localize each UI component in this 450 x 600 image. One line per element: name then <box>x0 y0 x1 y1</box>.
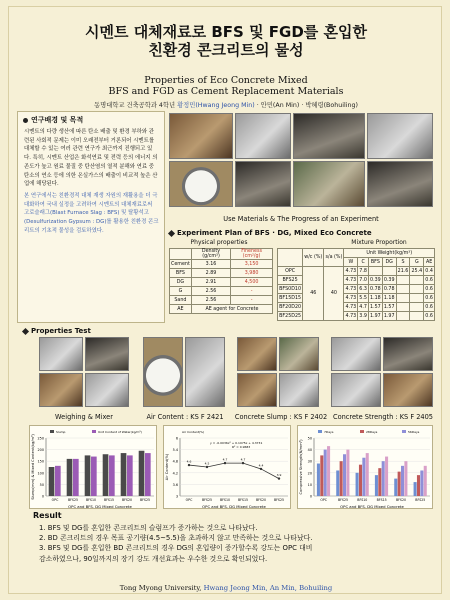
x-tick-label: BFS20 <box>395 498 407 502</box>
test-photo-13 <box>331 373 381 407</box>
data-label: 4.4 <box>258 463 264 468</box>
x-tick-label: BFS25 <box>67 498 79 502</box>
y-tick-label: 100 <box>37 471 44 476</box>
bar <box>67 459 73 496</box>
y-tick-label: 0 <box>309 494 312 499</box>
background-para-1: 시멘트의 다량 생산에 따른 탄소 배출 및 환경 부하와 관련된 사회적 문제는 이미 오래전부터 거론되어 시멘트를 대체할 수 있는 여러 관련 연구가 최근까지 진행되고 있다. 특히, 시멘트 산업은 화석연료 및 전력 등의 에너지 의존도가 높고 원료 물질 중 탄산염의 열적 분해와 연료 중 탄소의 연소 등에 의한 온실가스의 배출이 비교적 높은 산업에 해당된다. <box>24 129 158 188</box>
data-point <box>188 464 190 466</box>
y-tick-label: 6 <box>175 436 178 441</box>
table-cell: BFS <box>170 269 192 278</box>
bar <box>394 479 397 496</box>
materials-caption: Use Materials & The Progress of an Experiment <box>223 215 379 223</box>
table-row <box>278 267 435 276</box>
table-row <box>170 287 273 296</box>
data-label: 4.6 <box>186 459 192 464</box>
y-axis-label: Slump(mm) & Mixed Content(kg/m³) <box>31 434 35 500</box>
bar <box>85 455 91 496</box>
x-tick-label: BFS20 <box>121 498 133 502</box>
mix-subheader-6: AE <box>424 258 435 267</box>
table-cell: 7.0 <box>359 277 367 283</box>
english-title-line2: BFS and FGD as Cement Replacement Materials <box>108 86 344 97</box>
phys-header-1: Density (g/cm³) <box>191 249 230 260</box>
bar <box>127 455 133 496</box>
bar <box>145 453 151 496</box>
x-tick-label: BFS25 <box>415 498 426 502</box>
table-cell: 1.57 <box>370 304 381 310</box>
table-cell <box>410 285 424 294</box>
material-photo-8 <box>367 161 433 207</box>
table-cell: 0.4 <box>425 268 433 274</box>
bar <box>317 464 320 496</box>
korean-title-line2: 친환경 콘크리트의 물성 <box>148 41 304 59</box>
table-cell: BF25D25 <box>279 313 302 319</box>
footer <box>9 584 443 592</box>
table-cell: 0.39 <box>370 277 381 283</box>
bar <box>401 466 404 496</box>
data-point <box>278 477 280 479</box>
test-photo-14 <box>383 373 433 407</box>
table-row <box>278 276 435 285</box>
table-cell: 2.91 <box>191 278 230 287</box>
table-cell <box>410 294 424 303</box>
table-cell: 0.78 <box>383 286 395 292</box>
x-tick-label: BFS10 <box>85 498 97 502</box>
x-tick-label: BFS15 <box>376 498 387 502</box>
legend-swatch <box>92 430 96 433</box>
table-cell: 3.9 <box>359 313 367 319</box>
x-tick-label: BFS10 <box>357 498 368 502</box>
author-sep-2: · <box>299 102 306 109</box>
table-row <box>170 260 273 269</box>
result-item-3: 3. BFS 및 DG를 혼입한 BD 콘크리트의 경우 DG의 혼입량이 증가할수록 강도는 OPC 대비 <box>39 544 313 553</box>
table-cell: 4.73 <box>345 277 357 283</box>
table-cell: 5.5 <box>359 295 367 301</box>
mix-table-title: Mixture Proportion <box>351 239 407 246</box>
result-list <box>39 523 439 564</box>
test-photo-9 <box>237 373 277 407</box>
sa-cell: 40 <box>324 267 344 321</box>
korean-title-line1: 시멘트 대체재료로 BFS 및 FGD를 혼입한 <box>85 23 367 41</box>
x-axis-label: OPC and BFS, DG Mixed Concrete <box>202 504 266 509</box>
table-cell: BFS25 <box>278 276 303 285</box>
table-cell: 3,150 <box>231 260 273 269</box>
test-caption-2: Air Content : KS F 2421 <box>146 413 224 421</box>
bar <box>398 472 401 496</box>
experiment-heading <box>169 229 372 237</box>
korean-title <box>9 23 443 59</box>
material-photo-2 <box>235 113 291 159</box>
bar <box>109 455 115 496</box>
legend-label: Slump <box>56 429 66 434</box>
bar <box>324 450 327 496</box>
table-cell: 0.78 <box>370 286 381 292</box>
bar <box>424 466 427 496</box>
bar <box>336 470 339 496</box>
mix-subheader-3: DG <box>382 258 396 267</box>
table-cell: AE agent for Concrete <box>191 305 272 314</box>
table-cell <box>410 312 424 321</box>
result-item-2: 2. BD 콘크리트의 경우 목표 공기량(4.5~5.5)을 초과하지 않고 만족하는 것으로 나타났다. <box>39 534 313 543</box>
legend-label: 56Days <box>408 429 420 434</box>
table-cell: 25.4 <box>411 268 423 274</box>
background-heading <box>23 115 83 125</box>
table-row <box>278 285 435 294</box>
y-tick-label: 10 <box>307 482 312 487</box>
y-tick-label: 40 <box>307 448 312 453</box>
table-cell: 1.57 <box>383 304 395 310</box>
bar <box>49 467 55 496</box>
data-point <box>242 462 244 464</box>
table-cell: Cement <box>171 261 190 267</box>
phys-table-title: Physical properties <box>190 239 248 246</box>
properties-heading-text: Properties Test <box>31 327 91 335</box>
slump-chart <box>29 425 157 509</box>
x-tick-label: OPC <box>320 498 328 502</box>
table-cell <box>396 285 410 294</box>
bar <box>55 466 61 496</box>
test-photo-3 <box>39 373 83 407</box>
table-cell: 0.39 <box>383 277 395 283</box>
table-cell: 6.3 <box>359 286 367 292</box>
table-cell: BFS0D10 <box>279 286 302 292</box>
table-cell: G <box>170 287 192 296</box>
author-line <box>9 100 443 109</box>
x-tick-label: BFS15 <box>103 498 115 502</box>
material-photo-7 <box>293 161 365 207</box>
legend-label: 28Days <box>366 429 378 434</box>
mix-subheader-5: G <box>410 258 424 267</box>
test-photo-1 <box>39 337 83 371</box>
material-photo-4 <box>367 113 433 159</box>
bar <box>382 461 385 496</box>
wc-cell: 46 <box>303 267 324 321</box>
test-photo-2 <box>85 337 129 371</box>
table-cell: Sand <box>170 296 192 305</box>
table-cell <box>382 267 396 276</box>
poster <box>8 6 442 594</box>
material-photo-5 <box>169 161 233 207</box>
table-cell: 4.73 <box>345 295 357 301</box>
table-row <box>278 294 435 303</box>
material-photo-1 <box>169 113 233 159</box>
mix-header-0 <box>278 249 303 267</box>
table-cell: 4.73 <box>345 286 357 292</box>
bar <box>356 473 359 496</box>
legend-swatch <box>50 430 54 433</box>
material-photo-3 <box>293 113 365 159</box>
test-caption-1: Weighing & Mixer <box>55 413 113 421</box>
test-photo-7 <box>237 337 277 371</box>
table-cell: 2.89 <box>191 269 230 278</box>
table-cell: OPC <box>278 267 303 276</box>
table-cell: 4,500 <box>231 278 273 287</box>
background-heading-text: 연구배경 및 목적 <box>31 116 84 124</box>
table-cell <box>368 267 382 276</box>
y-tick-label: 4.8 <box>172 459 178 464</box>
y-tick-label: 30 <box>307 459 312 464</box>
table-cell: 4.73 <box>345 304 357 310</box>
bar <box>420 470 423 496</box>
bar <box>414 482 417 496</box>
data-point <box>260 468 262 470</box>
y-axis-label: Air Content(%) <box>165 453 169 481</box>
table-cell: 4.73 <box>345 268 357 274</box>
x-tick-label: BFS25 <box>337 498 349 502</box>
bar <box>103 454 109 496</box>
test-photo-4 <box>85 373 129 407</box>
test-photo-11 <box>331 337 381 371</box>
bar <box>385 457 388 496</box>
table-cell: - <box>231 287 273 296</box>
background-section <box>17 111 165 323</box>
author-3: 박혜령(Bohuiling) <box>305 102 358 109</box>
y-tick-label: 50 <box>39 482 44 487</box>
table-cell: 0.6 <box>425 277 433 283</box>
result-item-1: 1. BFS 및 DG를 혼입한 콘크리트의 슬럼프가 증가하는 것으로 나타났다. <box>39 524 258 532</box>
bar <box>375 475 378 496</box>
x-axis-label: OPC and BFS, DG Mixed Concrete <box>68 504 132 509</box>
table-row <box>170 296 273 305</box>
y-tick-label: 5.4 <box>172 448 178 453</box>
result-heading: Result <box>33 511 62 520</box>
y-axis-label: Compressive Strength(N/mm²) <box>299 439 303 495</box>
physical-properties-table <box>169 248 273 314</box>
unit-weight-header: Unit Weight(kg/m³) <box>344 249 435 258</box>
diamond-icon-2 <box>22 327 29 334</box>
test-photo-5 <box>143 337 183 407</box>
legend-label: Unit Content of Water(kg/m³) <box>98 429 142 434</box>
bar <box>343 454 346 496</box>
test-caption-4: Concrete Strength : KS F 2405 <box>332 413 433 421</box>
data-point <box>206 466 208 468</box>
table-cell <box>396 276 410 285</box>
table-cell <box>410 303 424 312</box>
data-label: 4.5 <box>204 461 210 466</box>
table-cell <box>410 276 424 285</box>
bar <box>73 459 79 496</box>
table-row <box>278 303 435 312</box>
mix-subheader-2: BFS <box>368 258 382 267</box>
y-tick-label: 4.2 <box>172 471 178 476</box>
bar <box>327 446 330 496</box>
bar <box>340 461 343 496</box>
test-photo-8 <box>279 337 319 371</box>
english-title <box>9 75 443 97</box>
data-point <box>224 462 226 464</box>
result-item-4: 감소하였으나, 90일까지의 장기 강도 개선효과는 우수한 것으로 확인되었다. <box>39 554 268 563</box>
mix-subheader-1: C <box>358 258 369 267</box>
strength-chart <box>297 425 433 509</box>
table-cell: 2.56 <box>191 296 230 305</box>
y-tick-label: 3 <box>175 494 178 499</box>
bar <box>320 455 323 496</box>
y-tick-label: 0 <box>41 494 44 499</box>
bullet-icon <box>23 118 28 123</box>
author-highlight: 황정민(Hwang Jeong Min) <box>177 102 255 109</box>
test-caption-3: Concrete Slump : KS F 2402 <box>234 413 328 421</box>
y-tick-label: 250 <box>37 436 44 441</box>
experiment-heading-text: Experiment Plan of BFS · DG, Mixed Eco Concrete <box>177 229 372 237</box>
test-photo-6 <box>185 337 225 407</box>
table-cell: 3,980 <box>231 269 273 278</box>
bar <box>404 461 407 496</box>
series-line <box>189 463 279 478</box>
table-cell: BF20D20 <box>279 304 302 310</box>
table-row <box>170 305 273 314</box>
table-cell: 1.97 <box>383 313 395 319</box>
table-cell: AE <box>170 305 192 314</box>
footer-names: Hwang Jeong Min, An Min, Bohuiling <box>203 584 333 592</box>
table-cell: 2.56 <box>191 287 230 296</box>
legend-swatch <box>360 430 364 433</box>
legend-swatch <box>318 430 322 433</box>
background-para-2: 본 연구에서는 친환경적 대체 재생 자원의 재활용을 더 극대화하여 국내 실정을 고려하여 시멘트의 대체재료로써 고로슬래그(Blast Furnace Slag : BFS) 및 탈황석고(Desulfurization Gypsum : DG)를 활용한 친환경 콘크리트의 기초적 물성을 검토하였다. <box>24 192 159 234</box>
y-tick-label: 20 <box>307 471 312 476</box>
table-cell: DG <box>170 278 192 287</box>
test-photo-12 <box>383 337 433 371</box>
table-cell: 4.73 <box>345 313 357 319</box>
mixture-proportion-table <box>277 248 435 321</box>
table-cell: 1.97 <box>370 313 381 319</box>
legend-label: 7Days <box>324 429 334 434</box>
x-tick-label: BFS20 <box>255 498 267 502</box>
table-cell: 0.6 <box>425 295 433 301</box>
x-tick-label: BFS15 <box>237 498 249 502</box>
table-cell: 4.7 <box>359 304 367 310</box>
data-label: 4.7 <box>222 457 228 462</box>
x-tick-label: BFS25 <box>139 498 151 502</box>
y-tick-label: 150 <box>37 459 44 464</box>
footer-univ: Tong Myong University, <box>119 584 204 592</box>
x-tick-label: BFS25 <box>273 498 285 502</box>
author-prefix: 동명대학교 건축공학과 4학년 <box>94 102 178 109</box>
legend-label: Air Content(%) <box>182 430 205 434</box>
mix-subheader-4: S <box>396 258 410 267</box>
properties-heading <box>23 327 91 335</box>
table-cell: 0.6 <box>425 286 433 292</box>
bar <box>359 465 362 496</box>
bar <box>417 475 420 496</box>
table-cell: 1.18 <box>383 295 395 301</box>
diamond-icon <box>168 229 175 236</box>
table-cell: 21.6 <box>397 268 409 274</box>
x-tick-label: BFS10 <box>219 498 231 502</box>
table-cell: - <box>231 296 273 305</box>
y-tick-label: 200 <box>37 448 44 453</box>
mix-subheader-0: W <box>344 258 358 267</box>
table-cell: 0.6 <box>425 304 433 310</box>
table-cell: 7.8 <box>359 268 367 274</box>
x-axis-label: OPC and BFS, DG Mixed Concrete <box>340 504 404 509</box>
test-photo-10 <box>279 373 319 407</box>
table-cell: 0.6 <box>425 313 433 319</box>
author-sep: · <box>254 102 261 109</box>
table-row <box>170 278 273 287</box>
bar <box>362 458 365 496</box>
bar <box>378 468 381 496</box>
bar <box>346 450 349 496</box>
table-cell: 1.18 <box>370 295 381 301</box>
mix-header-1: w/c (%) <box>303 249 324 267</box>
bar <box>121 453 127 496</box>
bar <box>91 457 97 496</box>
x-tick-label: OPC <box>51 498 59 502</box>
phys-header-2: Fineness (cm²/g) <box>231 249 273 260</box>
y-tick-label: 3.6 <box>172 482 178 487</box>
legend-swatch <box>402 430 406 433</box>
table-row <box>278 312 435 321</box>
x-tick-label: OPC <box>185 498 193 502</box>
bar <box>366 453 369 496</box>
trend-equation: y = -0.0036x² + 0.1075x + 4.3731 <box>210 441 263 445</box>
table-cell <box>396 303 410 312</box>
data-label: 3.9 <box>276 473 282 478</box>
table-cell <box>396 312 410 321</box>
table-cell <box>396 294 410 303</box>
material-photo-6 <box>235 161 291 207</box>
table-cell: BF15D15 <box>279 295 302 301</box>
data-label: 4.7 <box>240 457 246 462</box>
table-row <box>170 269 273 278</box>
bar <box>139 451 145 496</box>
air-content-chart <box>163 425 291 509</box>
author-2: 안민(An Min) <box>260 102 300 109</box>
x-tick-label: BFS25 <box>201 498 213 502</box>
english-title-line1: Properties of Eco Concrete Mixed <box>144 75 308 86</box>
trend-r2: R² = 0.9683 <box>232 445 251 449</box>
mix-header-2: s/a (%) <box>324 249 344 267</box>
phys-header-0 <box>170 249 192 260</box>
y-tick-label: 50 <box>307 436 312 441</box>
table-cell: 3.16 <box>191 260 230 269</box>
